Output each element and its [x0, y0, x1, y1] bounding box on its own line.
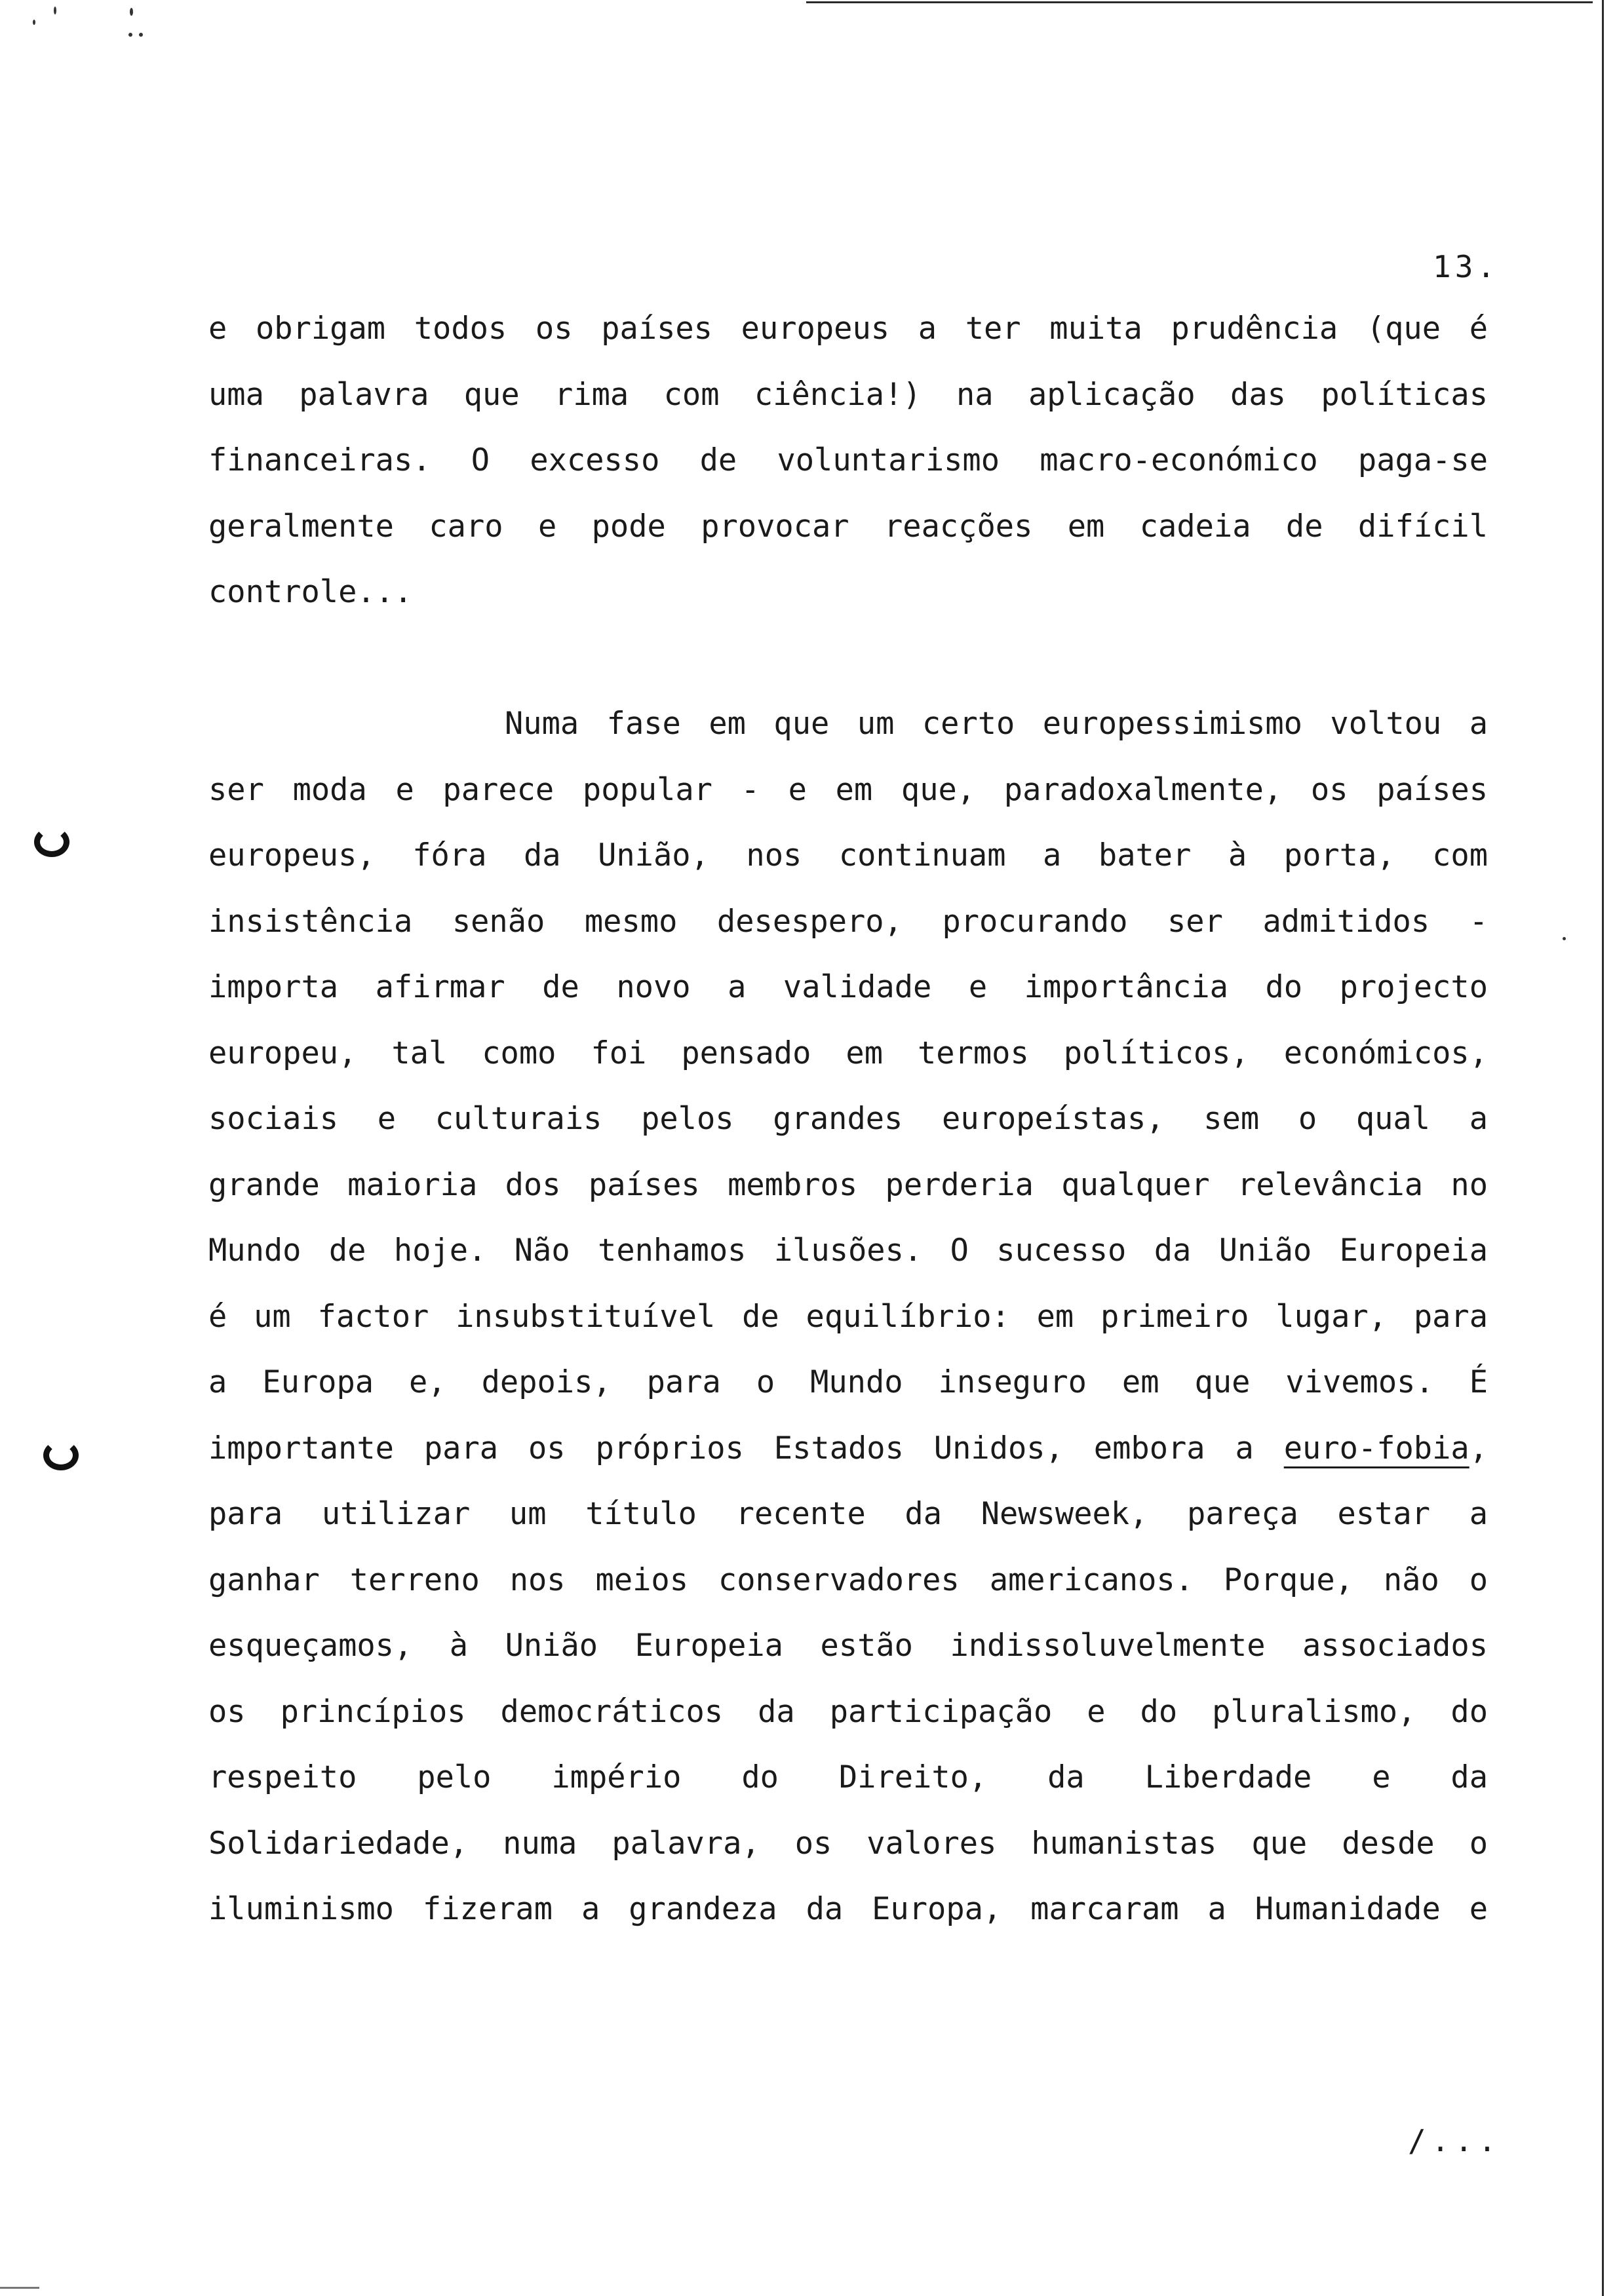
- scan-speck: [54, 7, 56, 14]
- scan-speck: [130, 8, 133, 16]
- text-line: Solidariedade, numa palavra, os valores humanistas que desde o: [208, 1825, 1488, 1862]
- text-line: insistência senão mesmo desespero, procurando ser admitidos -: [208, 903, 1488, 940]
- text-line: ser moda e parece popular - e em que, paradoxalmente, os países: [208, 771, 1488, 808]
- text-segment: importante para os próprios Estados Unidos, embora a: [208, 1430, 1284, 1466]
- text-line: esqueçamos, à União Europeia estão indissoluvelmente associados: [208, 1628, 1488, 1664]
- text-line: uma palavra que rima com ciência!) na aplicação das políticas: [208, 376, 1488, 413]
- scan-bottom-mark: [0, 2287, 39, 2289]
- text-line-underlined: [208, 1428, 1488, 1494]
- paragraph-1: [208, 308, 1488, 638]
- text-line: a Europa e, depois, para o Mundo inseguro em que vivemos. É: [208, 1364, 1488, 1400]
- text-line: sociais e culturais pelos grandes europeístas, sem o qual a: [208, 1101, 1488, 1137]
- text-line: ganhar terreno nos meios conservadores americanos. Porque, não o: [208, 1561, 1488, 1598]
- text-line: geralmente caro e pode provocar reacções em cadeia de difícil: [208, 508, 1488, 545]
- text-line: e obrigam todos os países europeus a ter muita prudência (que é: [208, 311, 1488, 347]
- punch-hole-icon: [34, 827, 69, 857]
- paragraph-2: [208, 703, 1488, 1955]
- punch-hole-icon: [43, 1440, 79, 1470]
- text-line: Numa fase em que um certo europessimismo voltou a: [505, 706, 1488, 742]
- scan-right-rule: [1602, 0, 1604, 2296]
- scan-speck: [139, 33, 143, 37]
- body-text: [208, 308, 1488, 1955]
- text-line: financeiras. O excesso de voluntarismo macro-económico paga-se: [208, 442, 1488, 478]
- scan-speck: [33, 20, 35, 25]
- text-line: europeus, fóra da União, nos continuam a bater à porta, com: [208, 837, 1488, 873]
- text-line: grande maioria dos países membros perderia qualquer relevância no: [208, 1166, 1488, 1203]
- text-line: europeu, tal como foi pensado em termos políticos, económicos,: [208, 1035, 1488, 1071]
- text-line: respeito pelo império do Direito, da Liberdade e da: [208, 1759, 1488, 1795]
- text-line: os princípios democráticos da participação e do pluralismo, do: [208, 1693, 1488, 1730]
- text-line: iluminismo fizeram a grandeza da Europa, marcaram a Humanidade e: [208, 1891, 1488, 1927]
- scan-top-rule: [806, 1, 1593, 3]
- text-line: importa afirmar de novo a validade e importância do projecto: [208, 969, 1488, 1005]
- text-line: controle...: [208, 574, 413, 610]
- scan-speck: [1563, 937, 1566, 940]
- text-line: Mundo de hoje. Não tenhamos ilusões. O sucesso da União Europeia: [208, 1233, 1488, 1269]
- continuation-mark: /...: [1408, 2123, 1502, 2158]
- underlined-term: euro-fobia: [1283, 1430, 1469, 1466]
- paragraph-gap: [208, 638, 1488, 704]
- text-line: é um factor insubstituível de equilíbrio: em primeiro lugar, para: [208, 1298, 1488, 1335]
- scan-speck: [128, 33, 132, 37]
- text-line: para utilizar um título recente da Newsweek, pareça estar a: [208, 1496, 1488, 1532]
- page-number: 13.: [1433, 249, 1500, 284]
- text-segment: ,: [1469, 1430, 1488, 1466]
